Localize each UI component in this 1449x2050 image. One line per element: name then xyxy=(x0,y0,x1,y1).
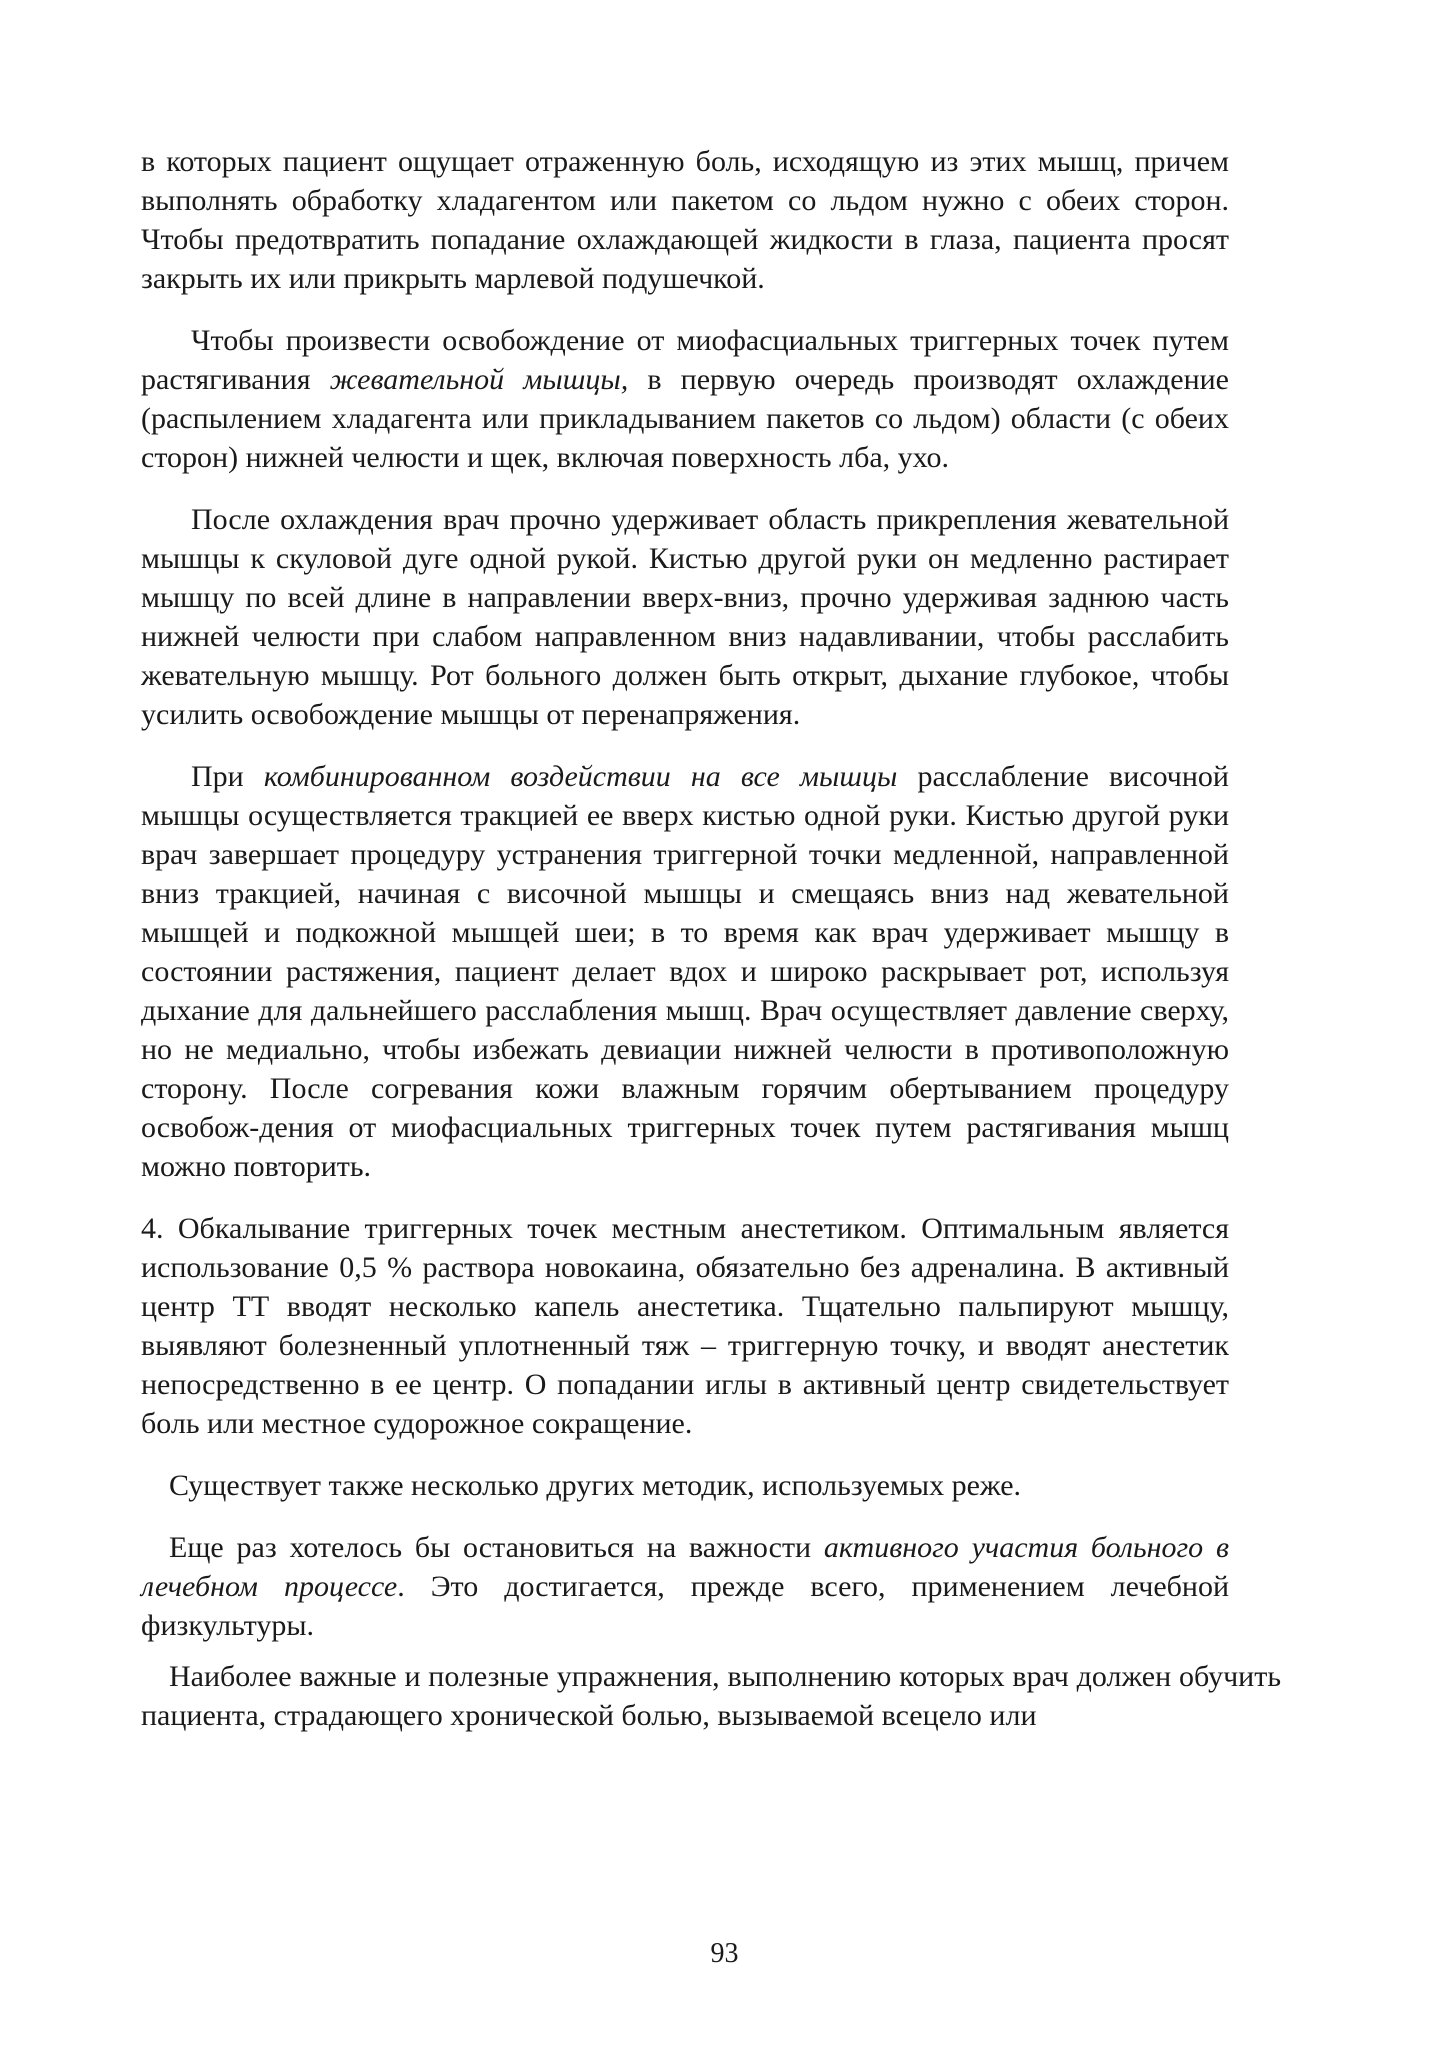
paragraph-7-text-end: . Это достигается, прежде всего, применением лечебной физкультуры. xyxy=(141,1570,1230,1642)
paragraph-2 xyxy=(141,321,1229,477)
page-body xyxy=(141,142,1281,1758)
paragraph-2-text-start: Чтобы произвести освобождение от миофасциальных триггерных точек путем растягивания xyxy=(141,324,1229,396)
paragraph-3 xyxy=(141,500,1229,734)
paragraph-7 xyxy=(141,1528,1229,1645)
paragraph-2-text-end: в первую очередь производят охлаждение (распылением хладагента или прикладыванием пакетов со льдом) области (с обеих сторон) нижней челюсти и щек, включая поверхность лба, ухо. xyxy=(141,363,1229,474)
paragraph-5-text: 4. Обкалывание триггерных точек местным анестетиком. Оптимальным является использование 0,5 % раствора новокаина, обязательно без адреналина. В активный центр ТТ вводят несколько капель анестетика. Тщательно пальпируют мышцу, выявляют болезненный уплотненный тяж – триггерную точку, и вводят анестетик непосредственно в ее центр. О попадании иглы в активный центр свидетельствует боль или местное судорожное сокращение. xyxy=(141,1212,1229,1440)
paragraph-6 xyxy=(141,1466,1281,1505)
paragraph-1 xyxy=(141,142,1229,298)
paragraph-4-text-end: расслабление височной мышцы осуществляется тракцией ее вверх кистью одной руки. Кистью другой руки врач завершает процедуру устранения триггерной точки медленной, направленной вниз тракцией, начиная с височной мышцы и смещаясь вниз над жевательной мышцей и подкожной мышцей шеи; в то время как врач удерживает мышцу в состоянии растяжения, пациент делает вдох и широко раскрывает рот, используя дыхание для дальнейшего расслабления мышц. Врач осуществляет давление сверху, но не медиально, чтобы избежать девиации нижней челюсти в противоположную сторону. После согревания кожи влажным горячим обертыванием процедуру освобож-дения от миофасциальных триггерных точек путем растягивания мышц можно повторить. xyxy=(141,760,1229,1183)
paragraph-4-italic: комбинированном воздействии на все мышцы xyxy=(263,760,898,793)
paragraph-4-text-start: При xyxy=(191,760,264,793)
paragraph-6-text: Существует также несколько других методик, используемых реже. xyxy=(169,1469,1022,1502)
paragraph-3-text: После охлаждения врач прочно удерживает область прикрепления жевательной мышцы к скуловой дуге одной рукой. Кистью другой руки он медленно растирает мышцу по всей длине в направлении вверх-вниз, прочно удерживая заднюю часть нижней челюсти при слабом направленном вниз надавливании, чтобы расслабить жевательную мышцу. Рот больного должен быть открыт, дыхание глубокое, чтобы усилить освобождение мышцы от перенапряжения. xyxy=(141,503,1229,731)
paragraph-7-italic: активного участия больного в лечебном процессе xyxy=(141,1531,1229,1603)
paragraph-8 xyxy=(141,1657,1281,1735)
paragraph-1-text: в которых пациент ощущает отраженную боль, исходящую из этих мышц, причем выполнять обработку хладагентом или пакетом со льдом нужно с обеих сторон. Чтобы предотвратить попадание охлаждающей жидкости в глаза, пациента просят закрыть их или прикрыть марлевой подушечкой. xyxy=(141,145,1229,295)
page-number: 93 xyxy=(710,1938,739,1969)
paragraph-7-text-start: Еще раз хотелось бы остановиться на важности xyxy=(169,1531,824,1564)
paragraph-2-italic: жевательной мышцы, xyxy=(329,363,629,396)
paragraph-5 xyxy=(141,1209,1229,1443)
paragraph-4 xyxy=(141,757,1229,1186)
paragraph-8-text: Наиболее важные и полезные упражнения, выполнению которых врач должен обучить пациента, страдающего хронической болью, вызываемой всецело или xyxy=(141,1660,1281,1732)
